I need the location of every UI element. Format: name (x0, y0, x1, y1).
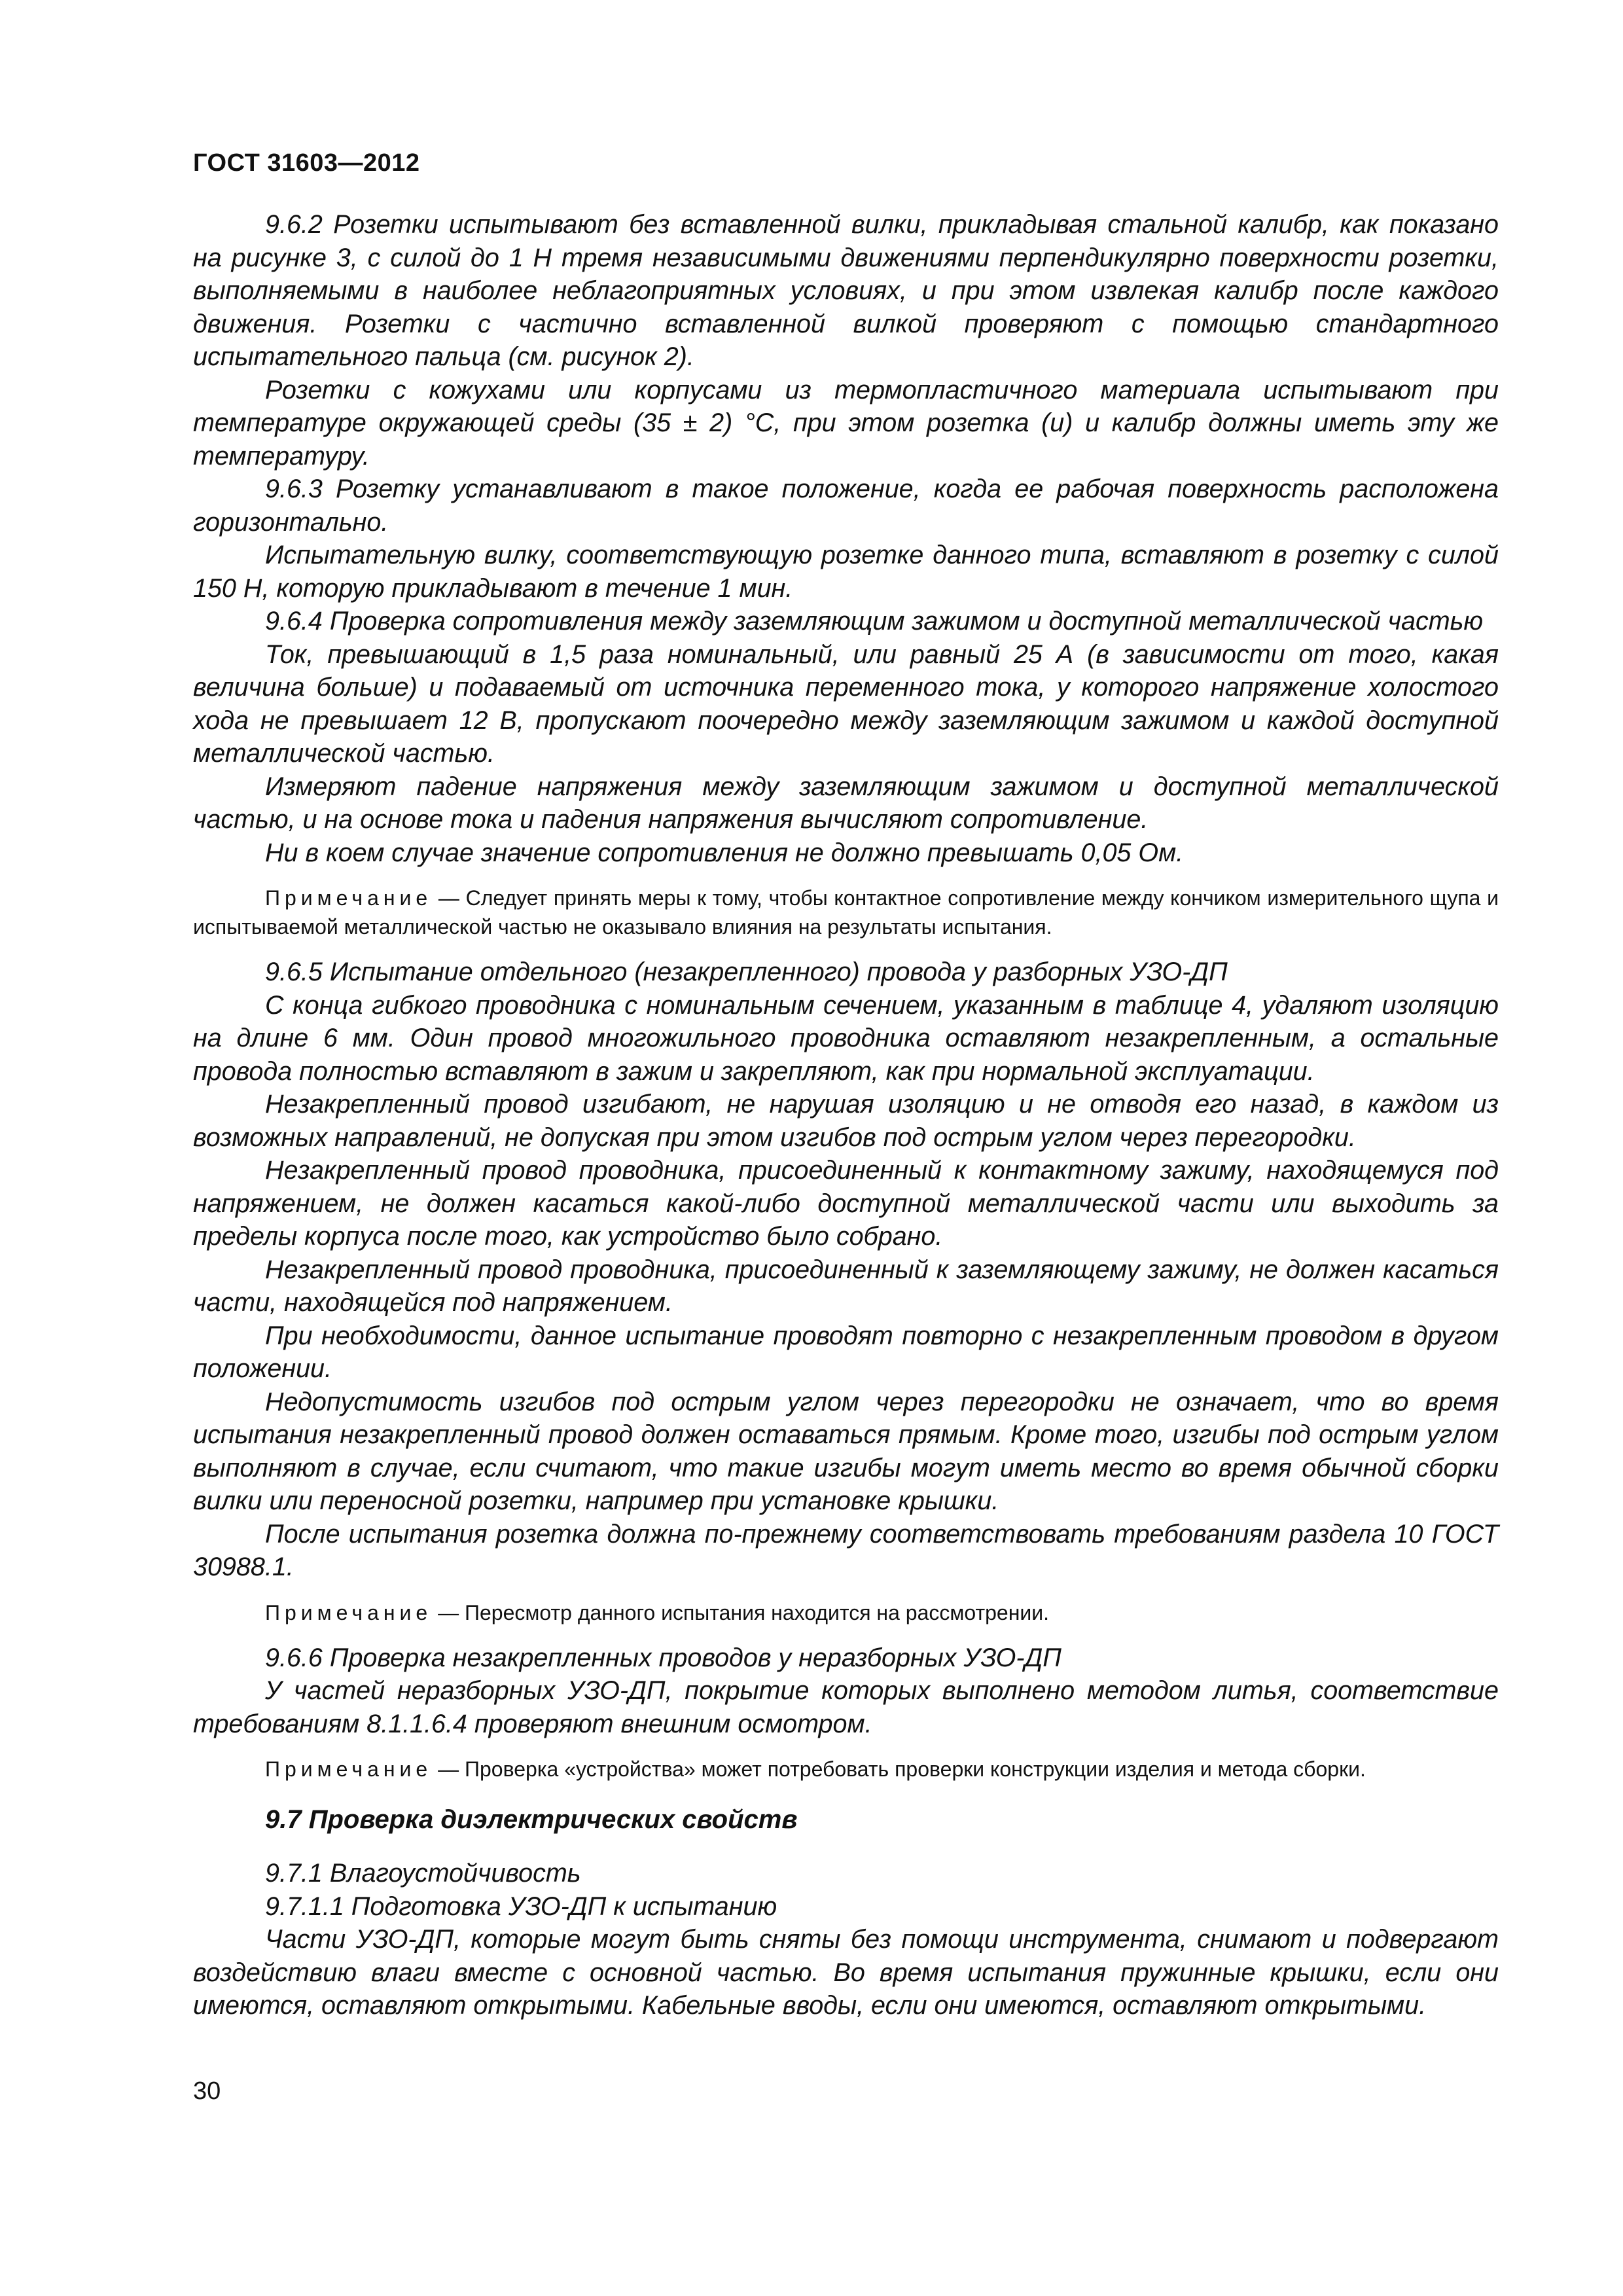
note-label: Примечание (265, 886, 433, 910)
note-label: Примечание (265, 1757, 433, 1781)
paragraph: Части УЗО-ДП, которые могут быть сняты без помощи инструмента, снимают и подвергают воздействию влаги вместе с основной частью. Во время испытания пружинные крышки, если они имеются, оставляют открытыми. Кабельные вводы, если они имеются, оставляют открытыми. (193, 1925, 1499, 2020)
note (193, 1755, 1499, 1784)
document-header: ГОСТ 31603—2012 (193, 149, 420, 177)
paragraph: С конца гибкого проводника с номинальным сечением, указанным в таблице 4, удаляют изоляцию на длине 6 мм. Один провод многожильного проводника оставляют незакрепленным, а остальные провода полностью вставляют в зажим и закрепляют, как при нормальной эксплуатации. (193, 990, 1499, 1086)
document-body (193, 208, 1499, 2022)
paragraph: Ни в коем случае значение сопротивления не должно превышать 0,05 Ом. (265, 838, 1184, 867)
paragraph: 9.6.6 Проверка незакрепленных проводов у неразборных УЗО-ДП (265, 1643, 1061, 1672)
paragraph: После испытания розетка должна по-прежнему соответствовать требованиям раздела 10 ГОСТ 30988.1. (193, 1519, 1499, 1581)
note (193, 884, 1499, 941)
paragraph: 9.6.3 Розетку устанавливают в такое положение, когда ее рабочая поверхность расположена горизонтально. (193, 475, 1499, 537)
paragraph: 9.7.1.1 Подготовка УЗО-ДП к испытанию (265, 1892, 777, 1921)
section-heading: 9.7 Проверка диэлектрических свойств (265, 1805, 798, 1834)
page-number: 30 (193, 2077, 221, 2105)
note-text: — Проверка «устройства» может потребовать проверки конструкции изделия и метода сборки. (438, 1757, 1366, 1781)
paragraph: Незакрепленный провод проводника, присоединенный к контактному зажиму, находящемуся под напряжением, не должен касаться какой-либо доступной металлической части или выходить за пределы корпуса после того, как устройство было собрано. (193, 1156, 1499, 1251)
paragraph: Ток, превышающий в 1,5 раза номинальный, или равный 25 А (в зависимости от того, какая величина больше) и подаваемый от источника переменного тока, у которого напряжение холостого хода не превышает 12 В, пропускают поочередно между заземляющим зажимом и каждой доступной металлической частью. (193, 639, 1499, 768)
paragraph: Незакрепленный провод изгибают, не нарушая изоляцию и не отводя его назад, в каждом из возможных направлений, не допуская при этом изгибов под острым углом через перегородки. (193, 1090, 1499, 1152)
paragraph: 9.6.4 Проверка сопротивления между заземляющим зажимом и доступной металлической частью (265, 607, 1484, 636)
note-text: — Следует принять меры к тому, чтобы контактное сопротивление между кончиком измерительного щупа и испытываемой металлической частью не оказывало влияния на результаты испытания. (193, 886, 1499, 939)
paragraph: Испытательную вилку, соответствующую розетке данного типа, вставляют в розетку с силой 150 Н, которую прикладывают в течение 1 мин. (193, 541, 1499, 603)
note (193, 1598, 1499, 1627)
paragraph: Измеряют падение напряжения между заземляющим зажимом и доступной металлической частью, и на основе тока и падения напряжения вычисляют сопротивление. (193, 772, 1499, 834)
paragraph: При необходимости, данное испытание проводят повторно с незакрепленным проводом в другом положении. (193, 1321, 1499, 1383)
paragraph: 9.7.1 Влагоустойчивость (265, 1859, 581, 1888)
paragraph: 9.6.5 Испытание отдельного (незакрепленного) провода у разборных УЗО-ДП (265, 958, 1228, 986)
paragraph: Недопустимость изгибов под острым углом через перегородки не означает, что во время испытания незакрепленный провод должен оставаться прямым. Кроме того, изгибы под острым углом выполняют в случае, если считают, что такие изгибы могут иметь место во время обычной сборки вилки или переносной розетки, например при установке крышки. (193, 1387, 1499, 1515)
paragraph: У частей неразборных УЗО-ДП, покрытие которых выполнено методом литья, соответствие требованиям 8.1.1.6.4 проверяют внешним осмотром. (193, 1676, 1499, 1738)
paragraph: Незакрепленный провод проводника, присоединенный к заземляющему зажиму, не должен касаться части, находящейся под напряжением. (193, 1255, 1499, 1317)
note-label: Примечание (265, 1600, 433, 1624)
paragraph: Розетки с кожухами или корпусами из термопластичного материала испытывают при температуре окружающей среды (35 ± 2) °С, при этом розетка (и) и калибр должны иметь эту же температуру. (193, 375, 1499, 471)
note-text: — Пересмотр данного испытания находится на рассмотрении. (438, 1600, 1050, 1624)
paragraph: 9.6.2 Розетки испытывают без вставленной вилки, прикладывая стальной калибр, как показано на рисунке 3, с силой до 1 Н тремя независимыми движениями перпендикулярно поверхности розетки, выполняемыми в наиболее неблагоприятных условиях, и при этом извлекая калибр после каждого движения. Розетки с частично вставленной вилкой проверяют с помощью стандартного испытательного пальца (см. рисунок 2). (193, 210, 1499, 371)
